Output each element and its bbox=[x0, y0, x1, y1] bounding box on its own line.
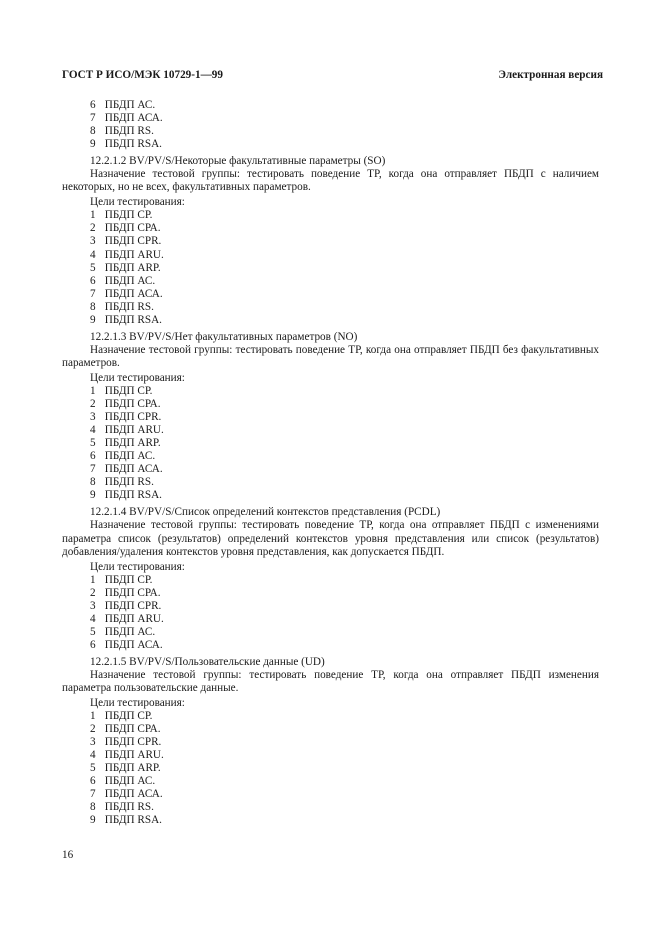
list-item bbox=[62, 814, 599, 827]
edition-label: Электронная версия bbox=[498, 69, 603, 81]
item-number: 3 bbox=[90, 411, 96, 424]
item-text: ПБДП RS. bbox=[104, 801, 154, 814]
item-text: ПБДП СРА. bbox=[104, 723, 161, 736]
list-item bbox=[62, 587, 599, 600]
item-number: 5 bbox=[90, 437, 96, 450]
item-text: ПБДП СР. bbox=[104, 573, 153, 586]
item-number: 1 bbox=[90, 573, 96, 586]
item-number: 5 bbox=[90, 762, 96, 775]
item-number: 8 bbox=[90, 125, 96, 138]
item-text: ПБДП RS. bbox=[104, 125, 154, 138]
item-text: ПБДП CPR. bbox=[104, 736, 162, 749]
item-text: ПБДП АСА. bbox=[104, 638, 163, 651]
item-text: ПБДП АС. bbox=[104, 99, 156, 111]
list-item bbox=[62, 301, 599, 314]
item-text: ПБДП RSA. bbox=[104, 814, 162, 827]
item-number: 1 bbox=[90, 209, 96, 222]
item-number: 6 bbox=[90, 775, 96, 788]
item-number: 1 bbox=[90, 710, 96, 723]
standard-title: ГОСТ Р ИСО/МЭК 10729-1—99 bbox=[62, 69, 223, 81]
list-item bbox=[62, 209, 599, 222]
item-number: 9 bbox=[90, 138, 96, 151]
item-text: ПБДП АСА. bbox=[104, 463, 163, 476]
item-number: 3 bbox=[90, 736, 96, 749]
item-text: ПБДП АСА. bbox=[104, 112, 163, 125]
item-text: ПБДП RS. bbox=[104, 300, 154, 313]
item-text: ПБДП CPR. bbox=[104, 411, 162, 424]
list-item bbox=[62, 235, 599, 248]
item-text: ПБДП СРА. bbox=[104, 586, 161, 599]
item-text: ПБДП RSA. bbox=[104, 138, 162, 151]
item-number: 9 bbox=[90, 313, 96, 326]
item-number: 6 bbox=[90, 450, 96, 463]
list-item bbox=[62, 222, 599, 235]
item-text: ПБДП АС. bbox=[104, 450, 156, 463]
section-no bbox=[62, 331, 599, 503]
item-text: ПБДП CPR. bbox=[104, 599, 162, 612]
list-item bbox=[62, 275, 599, 288]
list-item bbox=[62, 723, 599, 736]
list-item bbox=[62, 262, 599, 275]
list-item bbox=[62, 788, 599, 801]
item-text: ПБДП ARP. bbox=[104, 437, 161, 450]
item-text: ПБДП RSA. bbox=[104, 489, 162, 502]
item-text: ПБДП СРА. bbox=[104, 222, 161, 235]
item-number: 7 bbox=[90, 287, 96, 300]
item-number: 2 bbox=[90, 723, 96, 736]
section-heading: 12.2.1.5 BV/PV/S/Пользовательские данные (UD) bbox=[90, 655, 325, 668]
item-number: 4 bbox=[90, 424, 96, 437]
list-item bbox=[62, 99, 599, 112]
item-text: ПБДП АСА. bbox=[104, 287, 163, 300]
item-text: ПБДП ARU. bbox=[104, 248, 164, 261]
section-purpose: Назначение тестовой группы: тестировать поведение ТР, когда она отправляет ПБДП без факультативных параметров. bbox=[62, 343, 599, 369]
list-item bbox=[62, 437, 599, 450]
item-text: ПБДП ARU. bbox=[104, 424, 164, 437]
list-item bbox=[62, 398, 599, 411]
list-item bbox=[62, 613, 599, 626]
item-number: 4 bbox=[90, 612, 96, 625]
list-item bbox=[62, 574, 599, 587]
item-number: 9 bbox=[90, 814, 96, 827]
item-text: ПБДП АСА. bbox=[104, 788, 163, 801]
item-number: 7 bbox=[90, 112, 96, 125]
item-text: ПБДП RS. bbox=[104, 476, 154, 489]
list-item bbox=[62, 489, 599, 502]
section-heading: 12.2.1.3 BV/PV/S/Нет факультативных параметров (NO) bbox=[90, 330, 358, 343]
section-purpose: Назначение тестовой группы: тестировать поведение ТР, когда она отправляет ПБДП изменения параметра пользовательские данные. bbox=[62, 668, 599, 695]
item-number: 6 bbox=[90, 274, 96, 287]
item-number: 3 bbox=[90, 599, 96, 612]
list-item bbox=[62, 801, 599, 814]
item-text: ПБДП ARU. bbox=[104, 749, 164, 762]
item-number: 5 bbox=[90, 625, 96, 638]
item-text: ПБДП СР. bbox=[104, 710, 153, 723]
item-number: 2 bbox=[90, 398, 96, 411]
section-pcdl bbox=[62, 506, 599, 652]
goals-label: Цели тестирования: bbox=[90, 371, 185, 384]
item-number: 4 bbox=[90, 248, 96, 261]
list-item bbox=[62, 249, 599, 262]
item-number: 8 bbox=[90, 801, 96, 814]
item-text: ПБДП CPR. bbox=[104, 235, 162, 248]
list-item bbox=[62, 600, 599, 613]
item-number: 9 bbox=[90, 489, 96, 502]
list-item bbox=[62, 710, 599, 723]
list-item bbox=[62, 639, 599, 652]
item-number: 8 bbox=[90, 300, 96, 313]
section-heading: 12.2.1.2 BV/PV/S/Некоторые факультативные параметры (SO) bbox=[90, 155, 386, 168]
list-item bbox=[62, 626, 599, 639]
goals-label: Цели тестирования: bbox=[90, 560, 185, 573]
item-text: ПБДП ARP. bbox=[104, 762, 161, 775]
item-number: 5 bbox=[90, 261, 96, 274]
item-number: 8 bbox=[90, 476, 96, 489]
item-text: ПБДП АС. bbox=[104, 775, 156, 788]
item-text: ПБДП СР. bbox=[104, 209, 153, 222]
list-item bbox=[62, 476, 599, 489]
list-item bbox=[62, 138, 599, 151]
goals-label: Цели тестирования: bbox=[90, 196, 185, 209]
list-item bbox=[62, 411, 599, 424]
item-number: 7 bbox=[90, 463, 96, 476]
item-text: ПБДП АС. bbox=[104, 274, 156, 287]
item-number: 3 bbox=[90, 235, 96, 248]
list-item bbox=[62, 125, 599, 138]
item-text: ПБДП АС. bbox=[104, 625, 156, 638]
item-number: 7 bbox=[90, 788, 96, 801]
item-text: ПБДП ARP. bbox=[104, 261, 161, 274]
list-item bbox=[62, 424, 599, 437]
item-number: 6 bbox=[90, 638, 96, 651]
section-purpose: Назначение тестовой группы: тестировать поведение ТР, когда она отправляет ПБДП с изменениями параметра список (результатов) определений контекстов уровня представления или список (результатов) добавления/удаления контекстов уровня представления, как допускается ПБДП. bbox=[62, 519, 599, 558]
list-item bbox=[62, 112, 599, 125]
item-number: 2 bbox=[90, 586, 96, 599]
list-item bbox=[62, 385, 599, 398]
section-so bbox=[62, 155, 599, 327]
item-text: ПБДП RSA. bbox=[104, 313, 162, 326]
item-number: 2 bbox=[90, 222, 96, 235]
list-item bbox=[62, 736, 599, 749]
page-body bbox=[62, 99, 599, 828]
item-text: ПБДП ARU. bbox=[104, 612, 164, 625]
continued-list bbox=[62, 99, 599, 151]
item-number: 6 bbox=[90, 99, 96, 111]
section-heading: 12.2.1.4 BV/PV/S/Список определений контекстов представления (PCDL) bbox=[90, 506, 441, 519]
item-text: ПБДП СРА. bbox=[104, 398, 161, 411]
section-ud bbox=[62, 656, 599, 828]
list-item bbox=[62, 450, 599, 463]
list-item bbox=[62, 463, 599, 476]
page-number: 16 bbox=[62, 849, 74, 861]
list-item bbox=[62, 749, 599, 762]
list-item bbox=[62, 314, 599, 327]
section-purpose: Назначение тестовой группы: тестировать поведение ТР, когда она отправляет ПБДП с наличием некоторых, но не всех, факультативных параметров. bbox=[62, 168, 599, 194]
item-number: 1 bbox=[90, 384, 96, 397]
list-item bbox=[62, 762, 599, 775]
item-text: ПБДП СР. bbox=[104, 384, 153, 397]
item-number: 4 bbox=[90, 749, 96, 762]
list-item bbox=[62, 288, 599, 301]
list-item bbox=[62, 775, 599, 788]
goals-label: Цели тестирования: bbox=[90, 697, 185, 710]
